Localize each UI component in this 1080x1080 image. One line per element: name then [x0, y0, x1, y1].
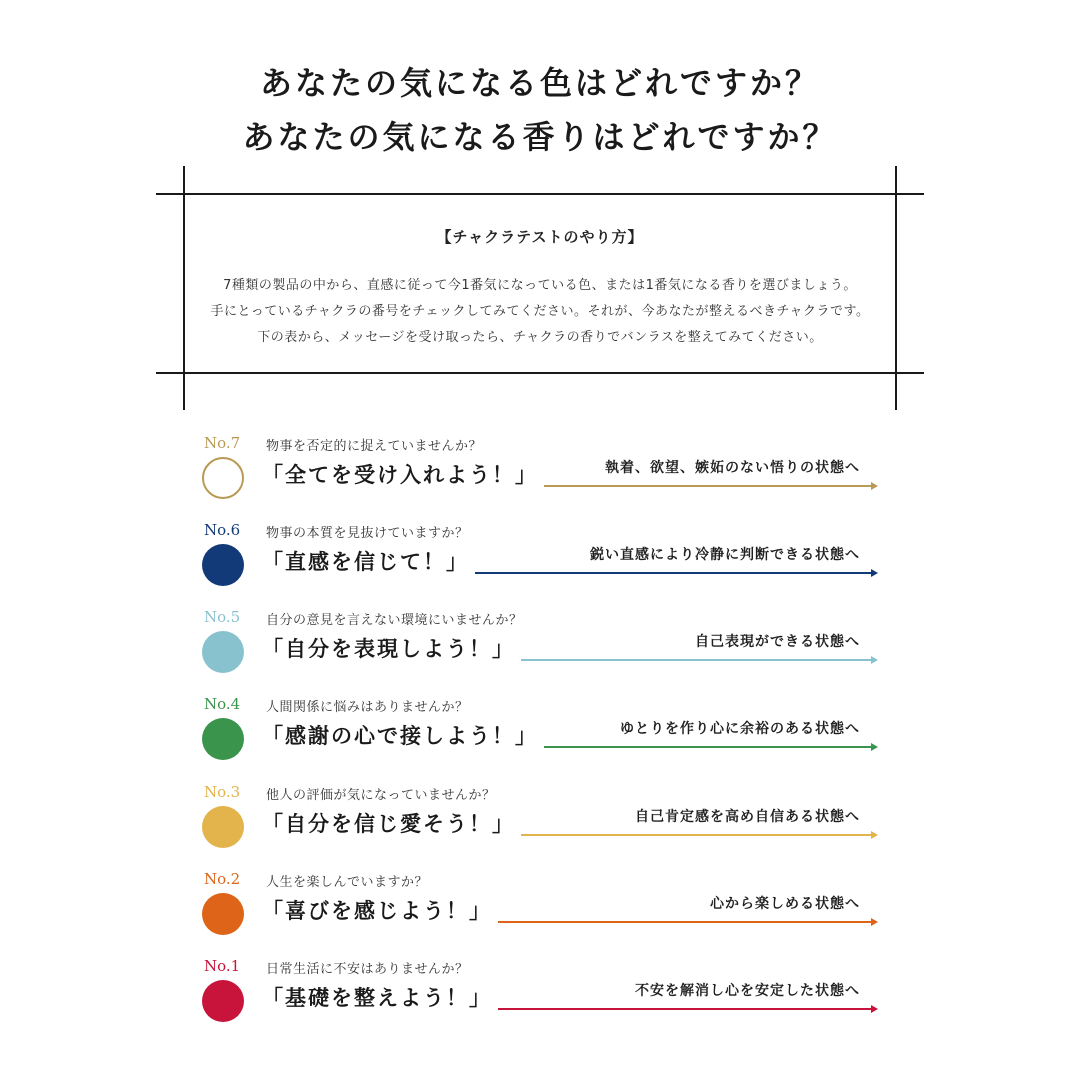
chakra-state: 執着、欲望、嫉妬のない悟りの状態へ — [605, 460, 860, 476]
chakra-state: 鋭い直感により冷静に判断できる状態へ — [590, 547, 860, 563]
chakra-phrase: 「自分を信じ愛そう！」 — [262, 811, 515, 836]
chakra-color-circle — [202, 806, 244, 848]
chakra-color-circle — [202, 631, 244, 673]
chakra-question: 人生を楽しんでいますか？ — [266, 875, 429, 890]
method-line: 7種類の製品の中から、直感に従って今1番気になっている色、または1番気になる香りを選びましょう。 — [223, 278, 857, 293]
chakra-color-circle — [202, 980, 244, 1022]
chakra-state: 自己表現ができる状態へ — [695, 634, 860, 650]
chakra-number: No.3 — [204, 783, 241, 801]
chakra-color-circle — [202, 718, 244, 760]
chakra-question: 人間関係に悩みはありませんか？ — [266, 700, 469, 715]
chakra-phrase: 「基礎を整えよう！」 — [262, 985, 492, 1010]
chakra-arrow-line — [521, 659, 872, 661]
arrow-head-icon — [871, 743, 878, 751]
chakra-state: 心から楽しめる状態へ — [710, 896, 860, 912]
chakra-number: No.7 — [204, 434, 241, 452]
chakra-phrase: 「喜びを感じよう！」 — [262, 898, 492, 923]
chakra-row — [0, 606, 1080, 686]
chakra-number: No.5 — [204, 608, 241, 626]
headline-color: あなたの気になる色はどれですか？ — [259, 64, 820, 102]
method-line: 下の表から、メッセージを受け取ったら、チャクラの香りでバンラスを整えてみてください。 — [257, 330, 823, 345]
headline-scent: あなたの気になる香りはどれですか？ — [242, 118, 838, 156]
method-line: 手にとっているチャクラの番号をチェックしてみてください。それが、今あなたが整えるべきチャクラです。 — [210, 304, 870, 319]
chakra-state: 自己肯定感を高め自信ある状態へ — [635, 809, 860, 825]
chakra-phrase: 「直感を信じて！」 — [262, 549, 469, 574]
chakra-state: 不安を解消し心を安定した状態へ — [635, 983, 860, 999]
arrow-head-icon — [871, 1005, 878, 1013]
chakra-color-circle — [202, 544, 244, 586]
chakra-question: 日常生活に不安はありませんか？ — [266, 962, 469, 977]
arrow-head-icon — [871, 656, 878, 664]
chakra-question: 物事を否定的に捉えていませんか？ — [266, 439, 483, 454]
chakra-phrase: 「感謝の心で接しよう！」 — [262, 723, 538, 748]
chakra-number: No.6 — [204, 521, 241, 539]
chakra-question: 自分の意見を言えない環境にいませんか？ — [266, 613, 523, 628]
arrow-head-icon — [871, 831, 878, 839]
chakra-color-circle — [202, 893, 244, 935]
arrow-head-icon — [871, 918, 878, 926]
frame-bottom-line — [156, 372, 924, 374]
chakra-row — [0, 519, 1080, 599]
arrow-head-icon — [871, 569, 878, 577]
chakra-arrow-line — [544, 485, 872, 487]
chakra-row — [0, 693, 1080, 773]
chakra-color-circle — [202, 457, 244, 499]
chakra-arrow-line — [498, 921, 872, 923]
chakra-arrow-line — [475, 572, 872, 574]
chakra-state: ゆとりを作り心に余裕のある状態へ — [620, 721, 860, 737]
chakra-row — [0, 781, 1080, 861]
chakra-number: No.2 — [204, 870, 241, 888]
chakra-phrase: 「自分を表現しよう！」 — [262, 636, 515, 661]
frame-top-line — [156, 193, 924, 195]
chakra-number: No.1 — [204, 957, 241, 975]
chakra-row — [0, 432, 1080, 512]
method-title: 【チャクラテストのやり方】 — [436, 228, 644, 246]
chakra-question: 他人の評価が気になっていませんか？ — [266, 788, 496, 803]
chakra-question: 物事の本質を見抜けていますか？ — [266, 526, 469, 541]
arrow-head-icon — [871, 482, 878, 490]
chakra-arrow-line — [521, 834, 872, 836]
chakra-arrow-line — [544, 746, 872, 748]
chakra-arrow-line — [498, 1008, 872, 1010]
chakra-row — [0, 955, 1080, 1035]
chakra-number: No.4 — [204, 695, 241, 713]
chakra-row — [0, 868, 1080, 948]
chakra-phrase: 「全てを受け入れよう！」 — [262, 462, 538, 487]
